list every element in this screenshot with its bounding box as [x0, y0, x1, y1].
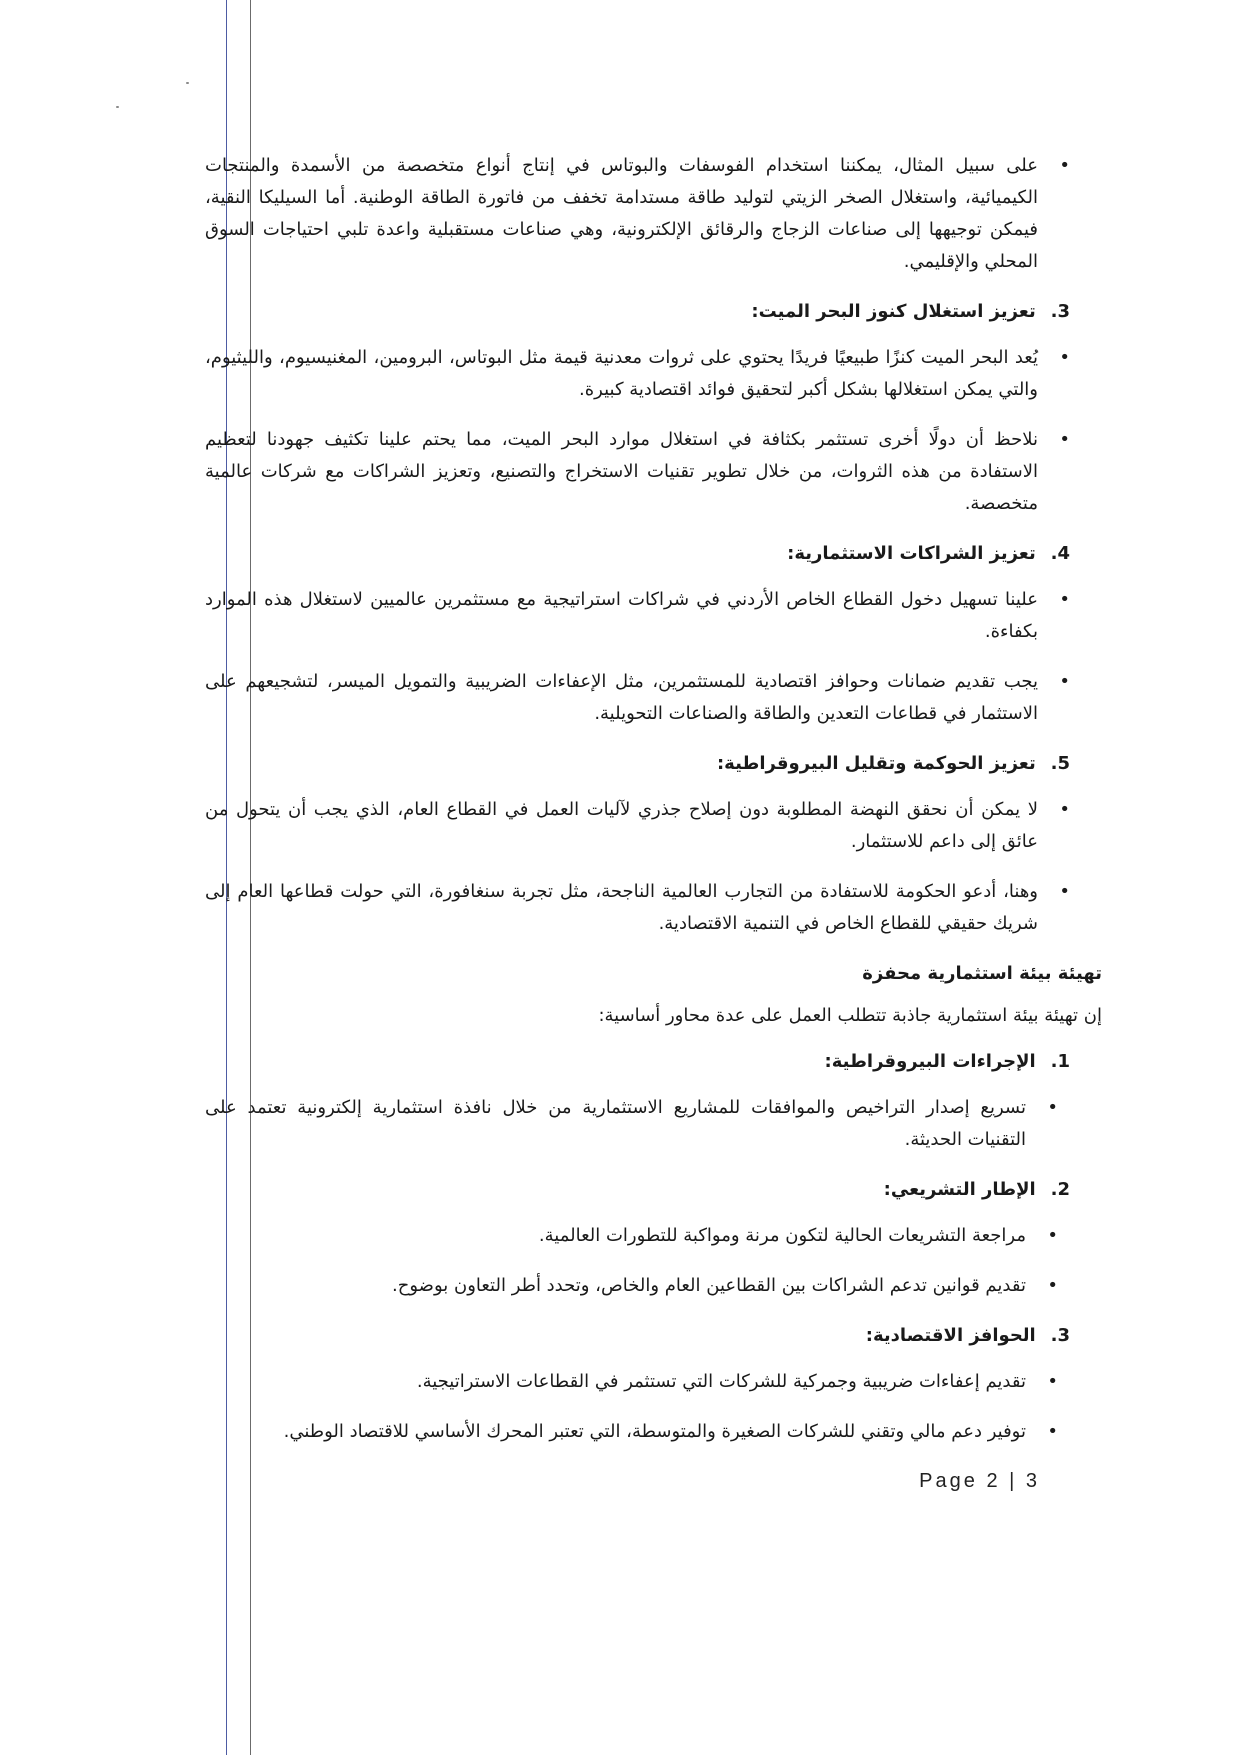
- bullet-dot: •: [1059, 589, 1070, 610]
- paragraph-text: يجب تقديم ضمانات وحوافز اقتصادية للمستثمرين، مثل الإعفاءات الضريبية والتمويل الميسر، لتشجيعهم على الاستثمار في قطاعات التعدين والطاقة والصناعات التحويلية.: [205, 671, 1038, 724]
- paragraph-text: علينا تسهيل دخول القطاع الخاص الأردني في شراكات استراتيجية مع مستثمرين عالميين لاستغلال هذه الموارد بكفاءة.: [205, 589, 1038, 642]
- bullet-dot: •: [1047, 1097, 1058, 1118]
- bullet-dot: •: [1059, 881, 1070, 902]
- bullet-paragraph: [205, 342, 1070, 406]
- section-number: 5.: [1050, 753, 1070, 774]
- section-number: 3.: [1050, 301, 1070, 322]
- paragraph-text: تسريع إصدار التراخيص والموافقات للمشاريع الاستثمارية من خلال نافذة استثمارية إلكترونية تعتمد على التقنيات الحديثة.: [205, 1097, 1026, 1150]
- paragraph-text: يُعد البحر الميت كنزًا طبيعيًا فريدًا يحتوي على ثروات معدنية قيمة مثل البوتاس، البرومين، المغنيسيوم، والليثيوم، والتي يمكن استغلالها بشكل أكبر لتحقيق فوائد اقتصادية كبيرة.: [205, 347, 1038, 400]
- section-title: الإطار التشريعي:: [883, 1179, 1036, 1200]
- bullet-paragraph: [205, 424, 1070, 520]
- section-title: تعزيز الشراكات الاستثمارية:: [787, 543, 1036, 564]
- paragraph-text: وهنا، أدعو الحكومة للاستفادة من التجارب العالمية الناجحة، مثل تجربة سنغافورة، التي حولت قطاعها العام إلى شريك حقيقي للقطاع الخاص في التنمية الاقتصادية.: [205, 881, 1038, 934]
- investment-intro: إن تهيئة بيئة استثمارية جاذبة تتطلب العمل على عدة محاور أساسية:: [598, 1005, 1102, 1026]
- paragraph-text: مراجعة التشريعات الحالية لتكون مرنة ومواكبة للتطورات العالمية.: [538, 1225, 1026, 1246]
- section-title: تعزيز الحوكمة وتقليل البيروقراطية:: [716, 753, 1036, 774]
- section-number: 2.: [1050, 1179, 1070, 1200]
- bullet-paragraph: [205, 1220, 1058, 1252]
- bullet-dot: •: [1047, 1371, 1058, 1392]
- bullet-dot: •: [1059, 347, 1070, 368]
- bullet-paragraph: [205, 1092, 1058, 1156]
- investment-section-title: تهيئة بيئة استثمارية محفزة: [862, 963, 1102, 984]
- bullet-paragraph: [205, 876, 1070, 940]
- bullet-paragraph: [205, 1416, 1058, 1448]
- section-title: تعزيز استغلال كنوز البحر الميت:: [751, 301, 1036, 322]
- bullet-dot: •: [1059, 155, 1070, 176]
- bullet-dot: •: [1047, 1421, 1058, 1442]
- section-title: الإجراءات البيروقراطية:: [824, 1051, 1036, 1072]
- bullet-paragraph: [205, 794, 1070, 858]
- document-body: [205, 150, 1102, 1466]
- section-heading-4: [205, 538, 1070, 570]
- subsection-heading-3: [205, 1320, 1070, 1352]
- paragraph-text: توفير دعم مالي وتقني للشركات الصغيرة والمتوسطة، التي تعتبر المحرك الأساسي للاقتصاد الوطني.: [283, 1421, 1026, 1442]
- bullet-paragraph: [205, 1366, 1058, 1398]
- page-number: Page 2 | 3: [919, 1470, 1040, 1492]
- bullet-dot: •: [1059, 799, 1070, 820]
- bullet-dot: •: [1059, 429, 1070, 450]
- paragraph-text: لا يمكن أن نحقق النهضة المطلوبة دون إصلاح جذري لآليات العمل في القطاع العام، الذي يجب أن يتحول من عائق إلى داعم للاستثمار.: [205, 799, 1038, 852]
- paragraph-text: على سبيل المثال، يمكننا استخدام الفوسفات والبوتاس في إنتاج أنواع متخصصة من الأسمدة والمنتجات الكيميائية، واستغلال الصخر الزيتي لتوليد طاقة مستدامة تخفف من فاتورة الطاقة الوطنية. أما السيليكا النقية، فيمكن توجيهها إلى صناعات الزجاج والرقائق الإلكترونية، وهي صناعات مستقبلية واعدة تلبي احتياجات السوق المحلي والإقليمي.: [205, 155, 1038, 272]
- bullet-paragraph: [205, 150, 1070, 278]
- bullet-paragraph: [205, 584, 1070, 648]
- section-number: 4.: [1050, 543, 1070, 564]
- subsection-heading-2: [205, 1174, 1070, 1206]
- bullet-paragraph: [205, 666, 1070, 730]
- section-heading-3: [205, 296, 1070, 328]
- section-number: 3.: [1050, 1325, 1070, 1346]
- bullet-dot: •: [1047, 1225, 1058, 1246]
- scan-speck: [186, 82, 189, 84]
- paragraph-text: تقديم إعفاءات ضريبية وجمركية للشركات التي تستثمر في القطاعات الاستراتيجية.: [416, 1371, 1026, 1392]
- subsection-heading-1: [205, 1046, 1070, 1078]
- section-number: 1.: [1050, 1051, 1070, 1072]
- paragraph-text: نلاحظ أن دولًا أخرى تستثمر بكثافة في استغلال موارد البحر الميت، مما يحتم علينا تكثيف جهودنا لتعظيم الاستفادة من هذه الثروات، من خلال تطوير تقنيات الاستخراج والتصنيع، وتعزيز الشراكات مع شركات عالمية متخصصة.: [205, 429, 1038, 514]
- bullet-dot: •: [1059, 671, 1070, 692]
- paragraph-text: تقديم قوانين تدعم الشراكات بين القطاعين العام والخاص، وتحدد أطر التعاون بوضوح.: [392, 1275, 1026, 1296]
- scan-speck: [116, 106, 119, 108]
- section-title: الحوافز الاقتصادية:: [865, 1325, 1036, 1346]
- bullet-dot: •: [1047, 1275, 1058, 1296]
- bullet-paragraph: [205, 1270, 1058, 1302]
- section-heading-5: [205, 748, 1070, 780]
